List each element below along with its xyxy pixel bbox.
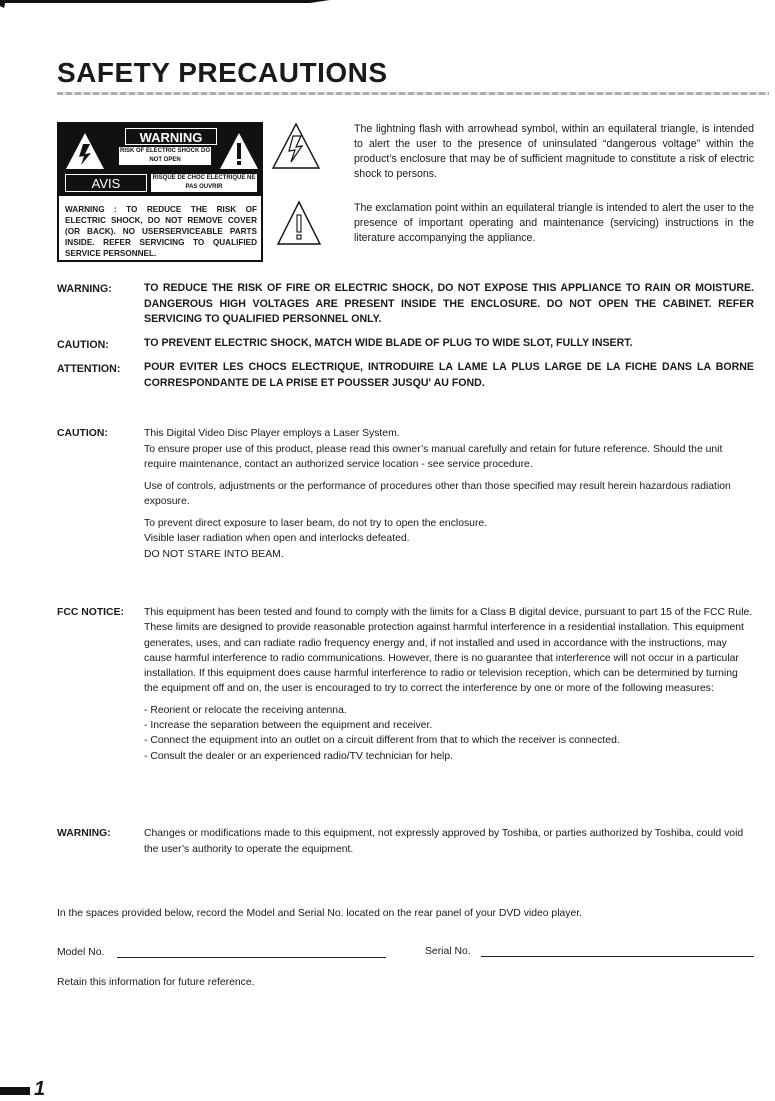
serial-number-field[interactable] xyxy=(481,956,754,957)
page-number: 1 xyxy=(34,1078,46,1100)
lightning-triangle-icon xyxy=(271,122,321,170)
caution-laser-line: This Digital Video Disc Player employs a Laser System. xyxy=(144,428,400,439)
label-avis-title: AVIS xyxy=(65,174,147,192)
corner-mark xyxy=(0,0,330,8)
label-warning-text: WARNING : TO REDUCE THE RISK OF ELECTRIC SHOCK, DO NOT REMOVE COVER (OR BACK). NO USERSERVICEABLE PARTS INSIDE. REFER SERVICING TO QUALIFIED SERVICE PERSONNEL. xyxy=(65,205,257,258)
fcc-text: This equipment has been tested and found to comply with the limits for a Class B digital device, pursuant to part 15 of the FCC Rule. These limits are designed to provide reasonable protection against harmful interference in a residential installation. This equipment generates, uses, and can radiate radio frequency energy and, if not installed and used in accordance with the instructions, may cause harmful interference to radio communications. However, there is no guarantee that interference will not occur in a particular installation. If this equipment does cause harmful interference to radio or television reception, which can be determined by turning the equipment off and on, the user is encouraged to try to correct the interference by one or more of the following measures: xyxy=(144,607,753,695)
model-number-field[interactable] xyxy=(117,957,386,958)
list-item: - Increase the separation between the equipment and receiver. xyxy=(144,720,433,732)
caution-laser-line: Visible laser radiation when open and interlocks defeated. xyxy=(144,533,410,544)
list-item: - Connect the equipment into an outlet on a circuit different from that to which the receiver is connected. xyxy=(144,735,620,747)
label-warning-title: WARNING xyxy=(125,128,217,145)
page-number-bar xyxy=(0,1087,30,1095)
caution-laser-line: To prevent direct exposure to laser beam, do not try to open the enclosure. xyxy=(144,517,488,529)
caution-laser-line: DO NOT STARE INTO BEAM. xyxy=(144,548,284,560)
attention-label: ATTENTION: xyxy=(57,363,121,375)
warning-label: WARNING: xyxy=(57,283,112,295)
serial-number-label: Serial No. xyxy=(425,946,471,957)
exclamation-symbol-description: The exclamation point within an equilateral triangle is intended to alert the user to the presence of important operating and maintenance (servicing) instructions in the literature accompanying the appliance. xyxy=(354,202,754,244)
retain-note: Retain this information for future reference. xyxy=(57,977,255,988)
caution-plug-text: TO PREVENT ELECTRIC SHOCK, MATCH WIDE BLADE OF PLUG TO WIDE SLOT, FULLY INSERT. xyxy=(144,337,633,349)
attention-text: POUR EVITER LES CHOCS ELECTRIQUE, INTRODUIRE LA LAME LA PLUS LARGE DE LA FICHE DANS LA BORNE CORRESPONDANTE DE LA PRISE ET POUSSER JUSQU' AU FOND. xyxy=(144,361,754,389)
caution-laser-paragraph: Use of controls, adjustments or the performance of procedures other than those specified may result herein hazardous radiation exposure. xyxy=(144,480,731,507)
warning-text: TO REDUCE THE RISK OF FIRE OR ELECTRIC SHOCK, DO NOT EXPOSE THIS APPLIANCE TO RAIN OR MOISTURE. DANGEROUS HIGH VOLTAGES ARE PRESENT INSIDE THE ENCLOSURE. DO NOT OPEN THE CABINET. REFER SERVICING TO QUALIFIED PERSONNEL ONLY. xyxy=(144,282,754,325)
label-risque-text: RISQUE DE CHOC ELECTRIQUE NE PAS OUVRIR xyxy=(152,175,256,190)
modification-warning-text: Changes or modifications made to this equipment, not expressly approved by Toshiba, or parties authorized by Toshiba, could void the user’s authority to operate the equipment. xyxy=(144,828,744,855)
caution-laser-line: To ensure proper use of this product, please read this owner’s manual carefully and retain for future reference. Should the unit require maintenance, contact an authorized service location - see service procedure. xyxy=(144,443,723,470)
model-number-label: Model No. xyxy=(57,947,105,958)
record-instruction: In the spaces provided below, record the Model and Serial No. located on the rear panel of your DVD video player. xyxy=(57,908,583,919)
label-dark-panel xyxy=(59,124,261,196)
page-title: SAFETY PRECAUTIONS xyxy=(57,57,388,88)
label-risk-text: RISK OF ELECTRIC SHOCK DO NOT OPEN xyxy=(119,148,210,163)
caution-label: CAUTION: xyxy=(57,339,109,351)
warning-label-box xyxy=(57,122,263,262)
caution-label: CAUTION: xyxy=(57,428,108,439)
lightning-symbol-description: The lightning flash with arrowhead symbol, within an equilateral triangle, is intended to alert the user to the presence of uninsulated “dangerous voltage” within the product’s enclosure that may be of sufficient magnitude to constitute a risk of electric shock to persons. xyxy=(354,123,754,180)
fcc-body xyxy=(144,605,754,764)
fcc-label: FCC NOTICE: xyxy=(57,607,124,618)
exclamation-warning-icon xyxy=(219,132,259,170)
exclamation-triangle-icon xyxy=(276,200,322,246)
caution-laser-body xyxy=(144,426,754,568)
lightning-warning-icon xyxy=(65,132,105,170)
warning-label: WARNING: xyxy=(57,828,111,839)
fcc-measures-list xyxy=(144,703,754,764)
list-item: - Consult the dealer or an experienced radio/TV technician for help. xyxy=(144,750,454,762)
list-item: - Reorient or relocate the receiving antenna. xyxy=(144,704,347,716)
title-rule xyxy=(57,92,769,95)
